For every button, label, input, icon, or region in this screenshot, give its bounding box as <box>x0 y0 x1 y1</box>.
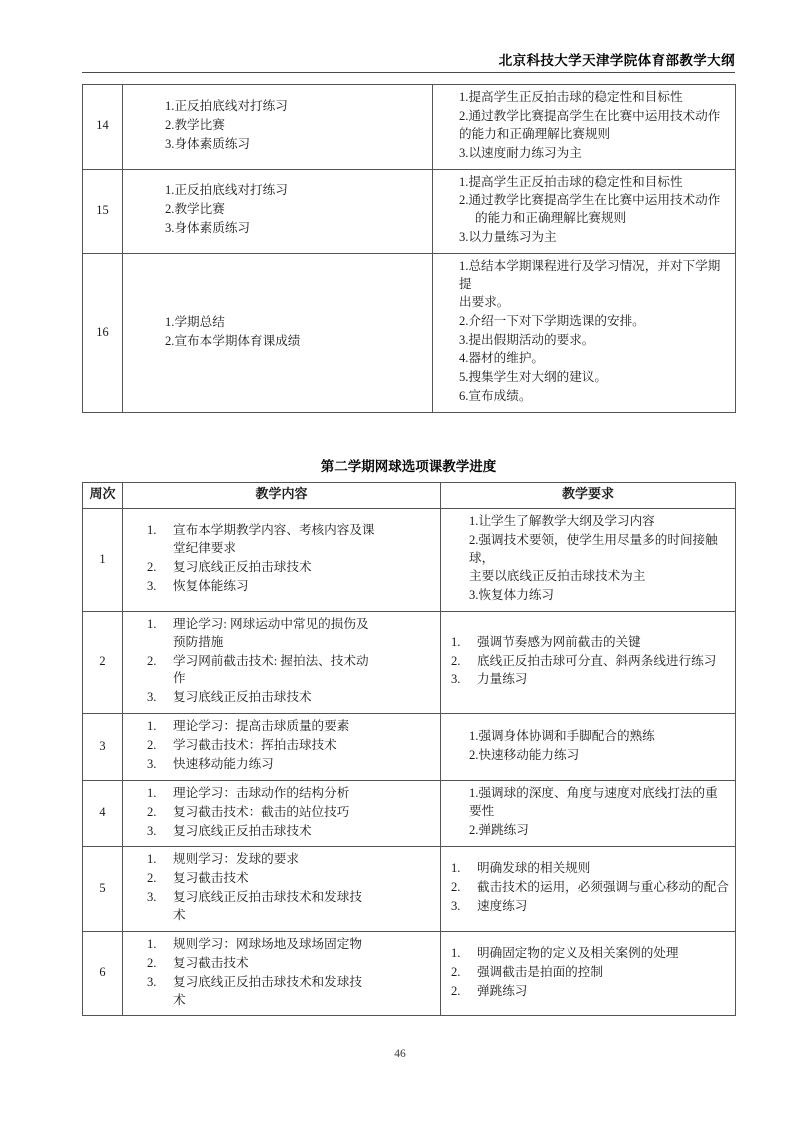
list-item: 1.正反拍底线对打练习 <box>165 98 288 113</box>
table-row <box>83 509 736 611</box>
teaching-content-cell <box>123 931 441 1016</box>
list-item <box>451 964 730 982</box>
list-item <box>451 747 730 765</box>
teaching-requirements-cell <box>433 169 736 254</box>
schedule-table-first-semester <box>82 84 736 413</box>
list-item-number: 3. <box>147 974 157 989</box>
teaching-content-cell <box>123 509 441 611</box>
list-item-number: 3. <box>451 899 461 914</box>
week-number-cell: 4 <box>83 780 123 847</box>
list-item-continuation: 的能力和正确理解比赛规则 <box>459 126 611 141</box>
list-item-text: 规则学习：网球场地及球场固定物 <box>173 936 362 951</box>
header-title: 北京科技大学天津学院体育部教学大纲 <box>498 53 735 69</box>
list-item <box>147 870 435 888</box>
teaching-requirements-list <box>451 860 730 916</box>
list-item-text: 复习截击技术 <box>173 955 249 970</box>
list-item-text: 介绍一下对下学期选课的安排。 <box>468 313 645 328</box>
list-item-text: 通过教学比赛提高学生在比赛中运用技术动作 <box>468 108 721 123</box>
list-item <box>441 313 730 331</box>
list-item <box>451 945 730 963</box>
table-row <box>83 714 736 781</box>
list-item: 1.学期总结 <box>165 314 225 329</box>
teaching-requirements-cell <box>441 780 736 847</box>
teaching-requirements-cell <box>441 509 736 611</box>
table-row <box>83 611 736 713</box>
teaching-content-list <box>147 936 435 1010</box>
teaching-requirements-list <box>451 634 730 690</box>
list-item <box>147 616 435 652</box>
list-item-number: 1. <box>147 523 157 538</box>
list-item-number: 2. <box>147 653 157 668</box>
list-item-text: 强调截击是拍面的控制 <box>477 964 603 979</box>
list-item: 2.教学比赛 <box>165 117 225 132</box>
list-item <box>451 728 730 746</box>
teaching-content-list <box>165 182 427 238</box>
list-item-text: 强调球的深度、角度与速度对底线打法的重要性 <box>469 786 718 819</box>
table-row <box>83 169 736 254</box>
week-number-cell: 1 <box>83 509 123 611</box>
list-item-number: 5. <box>459 370 469 385</box>
teaching-content-list <box>147 616 435 707</box>
list-item-text: 速度练习 <box>477 899 528 914</box>
list-item-number: 1. <box>147 936 157 951</box>
list-item <box>451 587 730 605</box>
list-item <box>147 823 435 841</box>
list-item-text: 弹跳练习 <box>478 823 529 838</box>
list-item <box>147 974 435 1010</box>
week-number-cell: 6 <box>83 931 123 1016</box>
list-item <box>451 532 730 586</box>
page-number: 46 <box>394 1048 406 1060</box>
list-item-number: 2. <box>459 313 469 328</box>
list-item-text: 学习截击技术：挥拍击球技术 <box>173 738 337 753</box>
list-item-continuation: 堂纪律要求 <box>173 541 236 556</box>
list-item-continuation: 预防措施 <box>173 634 224 649</box>
table-row <box>83 847 736 932</box>
teaching-requirements-cell <box>441 847 736 932</box>
section-caption: 第二学期网球选项课教学进度 <box>320 459 497 475</box>
list-item-continuation: 主要以底线正反拍击球技术为主 <box>469 569 646 584</box>
list-item-text: 底线正反拍击球可分直、斜两条线进行练习 <box>477 653 717 668</box>
list-item-text: 以速度耐力练习为主 <box>468 145 582 160</box>
list-item-number: 1. <box>459 90 469 104</box>
teaching-requirements-list <box>451 728 730 765</box>
list-item-text: 复习底线正反拍击球技术和发球技 <box>173 974 362 989</box>
list-item-number: 1. <box>451 634 461 649</box>
list-item-continuation: 作 <box>173 671 186 686</box>
list-item-number: 3. <box>147 823 157 838</box>
list-item <box>441 229 730 247</box>
teaching-requirements-cell <box>441 714 736 781</box>
teaching-content-list <box>147 851 435 925</box>
list-item-number: 3. <box>147 579 157 594</box>
list-item-text: 总结本学期课程进行及学习情况，并对下学期提 <box>459 259 721 291</box>
list-item-text: 以力量练习为主 <box>468 230 557 245</box>
list-item <box>451 671 730 689</box>
list-item <box>441 192 730 228</box>
list-item-text: 提高学生正反拍击球的稳定性和目标性 <box>468 90 683 104</box>
list-item-text: 明确发球的相关规则 <box>477 861 591 876</box>
list-item: 3.身体素质练习 <box>165 221 251 236</box>
table-row <box>83 931 736 1016</box>
list-item <box>147 851 435 869</box>
list-item-number: 2. <box>147 804 157 819</box>
list-item-number: 2. <box>451 653 461 668</box>
list-item-text: 复习底线正反拍击球技术和发球技 <box>173 890 362 905</box>
list-item <box>441 258 730 312</box>
list-item <box>451 822 730 840</box>
list-item <box>451 879 730 897</box>
teaching-content-cell <box>123 85 433 170</box>
table-header-row <box>83 483 736 509</box>
teaching-requirements-list <box>451 945 730 1001</box>
header-divider <box>82 72 735 73</box>
list-item <box>147 756 435 774</box>
list-item-number: 2. <box>459 108 469 123</box>
list-item-text: 复习底线正反拍击球技术 <box>173 690 312 705</box>
list-item <box>451 634 730 652</box>
table-row <box>83 780 736 847</box>
list-item-text: 复习底线正反拍击球技术 <box>173 560 312 575</box>
list-item-continuation: 的能力和正确理解比赛规则 <box>475 211 627 226</box>
list-item: 1.正反拍底线对打练习 <box>165 183 288 198</box>
teaching-requirements-list <box>441 258 730 406</box>
list-item <box>451 860 730 878</box>
teaching-requirements-cell <box>433 254 736 413</box>
week-number-cell: 16 <box>83 254 123 413</box>
list-item-text: 复习截击技术：截击的站位技巧 <box>173 804 350 819</box>
teaching-content-list <box>147 718 435 774</box>
table-row <box>83 85 736 170</box>
table1-body <box>83 85 736 413</box>
list-item-text: 快速移动能力练习 <box>478 747 580 762</box>
list-item-text: 恢复体力练习 <box>478 587 555 602</box>
list-item-number: 2. <box>147 738 157 753</box>
list-item-number: 1. <box>469 728 479 743</box>
list-item-number: 1. <box>451 945 461 960</box>
list-item-text: 快速移动能力练习 <box>173 756 274 771</box>
list-item-text: 提出假期活动的要求。 <box>468 332 595 347</box>
list-item <box>147 804 435 822</box>
week-number-cell: 15 <box>83 169 123 254</box>
week-number-cell: 5 <box>83 847 123 932</box>
list-item-text: 学习网前截击技术: 握拍法、技术动 <box>173 653 369 668</box>
list-item: 2.宣布本学期体育课成绩 <box>165 333 301 348</box>
list-item: 3.身体素质练习 <box>165 136 251 151</box>
list-item <box>441 145 730 163</box>
teaching-content-list <box>165 98 427 154</box>
list-item-text: 复习底线正反拍击球技术 <box>173 823 312 838</box>
list-item-text: 强调节奏感为网前截击的关键 <box>477 634 641 649</box>
list-item-number: 2. <box>147 955 157 970</box>
list-item-text: 宣布成绩。 <box>468 389 532 404</box>
list-item <box>451 898 730 916</box>
list-item-text: 理论学习：击球动作的结构分析 <box>173 785 350 800</box>
list-item-text: 理论学习: 网球运动中常见的损伤及 <box>173 616 369 631</box>
list-item <box>441 388 730 406</box>
teaching-requirements-cell <box>441 611 736 713</box>
teaching-requirements-cell <box>441 931 736 1016</box>
list-item <box>147 578 435 596</box>
list-item-number: 3. <box>147 690 157 705</box>
teaching-requirements-list <box>441 89 730 163</box>
list-item: 2.教学比赛 <box>165 202 225 217</box>
teaching-requirements-cell <box>433 85 736 170</box>
list-item-number: 1. <box>147 852 157 867</box>
list-item-number: 3. <box>459 230 469 245</box>
list-item-number: 1. <box>459 259 469 273</box>
teaching-requirements-list <box>451 785 730 840</box>
list-item-number: 3. <box>459 332 469 347</box>
list-item-text: 器材的维护。 <box>468 351 545 366</box>
list-item <box>441 108 730 144</box>
list-item-text: 让学生了解教学大纲及学习内容 <box>478 514 655 529</box>
list-item-number: 2. <box>459 193 469 208</box>
schedule-table-second-semester <box>82 482 736 1016</box>
list-item <box>441 174 730 192</box>
list-item-text: 通过教学比赛提高学生在比赛中运用技术动作 <box>468 193 721 208</box>
list-item-number: 1. <box>459 174 469 189</box>
list-item-number: 6. <box>459 389 469 404</box>
list-item-text: 力量练习 <box>477 672 528 687</box>
list-item-number: 1. <box>147 616 157 631</box>
table-row <box>83 254 736 413</box>
list-item-number: 2. <box>147 560 157 575</box>
teaching-content-cell <box>123 254 433 413</box>
list-item-number: 2. <box>469 533 479 548</box>
column-header-content: 教学内容 <box>123 483 441 509</box>
list-item <box>147 889 435 925</box>
table2-body <box>83 509 736 1016</box>
list-item-number: 2. <box>147 871 157 886</box>
list-item <box>147 653 435 689</box>
column-header-requirements: 教学要求 <box>441 483 736 509</box>
teaching-content-cell <box>123 169 433 254</box>
list-item-number: 1. <box>469 786 479 801</box>
list-item-number: 3. <box>451 672 461 687</box>
list-item <box>441 89 730 107</box>
list-item-continuation: 术 <box>173 908 186 923</box>
list-item-text: 复习截击技术 <box>173 871 249 886</box>
teaching-requirements-list <box>441 174 730 248</box>
teaching-content-cell <box>123 714 441 781</box>
list-item-continuation: 术 <box>173 992 186 1007</box>
list-item <box>451 785 730 821</box>
list-item-number: 2. <box>451 964 461 979</box>
list-item-number: 1. <box>147 785 157 800</box>
teaching-content-list <box>147 522 435 596</box>
teaching-content-cell <box>123 611 441 713</box>
week-number-cell: 2 <box>83 611 123 713</box>
list-item-number: 2. <box>469 823 479 838</box>
teaching-requirements-list <box>451 513 730 604</box>
teaching-content-list <box>165 314 427 351</box>
list-item-text: 明确固定物的定义及相关案例的处理 <box>477 945 679 960</box>
list-item-number: 1. <box>451 861 461 876</box>
column-header-week: 周次 <box>83 483 123 509</box>
list-item-text: 宣布本学期教学内容、考核内容及课 <box>173 523 375 538</box>
teaching-content-cell <box>123 780 441 847</box>
list-item <box>147 785 435 803</box>
week-number-cell: 3 <box>83 714 123 781</box>
list-item-number: 3. <box>469 587 479 602</box>
list-item-number: 3. <box>147 890 157 905</box>
list-item-number: 2. <box>451 880 461 895</box>
list-item-text: 强调技术要领，使学生用尽量多的时间接触球， <box>469 533 718 566</box>
list-item-number: 1. <box>147 719 157 734</box>
teaching-content-cell <box>123 847 441 932</box>
list-item <box>451 983 730 1001</box>
list-item <box>441 350 730 368</box>
list-item-text: 强调身体协调和手脚配合的熟练 <box>478 728 655 743</box>
list-item-text: 搜集学生对大纲的建议。 <box>468 370 607 385</box>
list-item <box>147 936 435 954</box>
list-item <box>147 559 435 577</box>
list-item-number: 2. <box>451 983 461 998</box>
running-header <box>82 54 735 73</box>
list-item-number: 3. <box>459 145 469 160</box>
list-item-number: 1. <box>469 514 479 529</box>
list-item-text: 恢复体能练习 <box>173 579 249 594</box>
list-item-text: 规则学习：发球的要求 <box>173 852 299 867</box>
list-item <box>147 689 435 707</box>
list-item <box>147 737 435 755</box>
list-item-continuation: 出要求。 <box>459 294 510 309</box>
list-item <box>147 522 435 558</box>
list-item-text: 弹跳练习 <box>477 983 528 998</box>
list-item <box>451 513 730 531</box>
teaching-content-list <box>147 785 435 841</box>
list-item-text: 截击技术的运用，必须强调与重心移动的配合 <box>477 880 729 895</box>
list-item <box>441 369 730 387</box>
table2-head <box>83 483 736 509</box>
list-item <box>147 718 435 736</box>
list-item <box>147 955 435 973</box>
list-item-text: 提高学生正反拍击球的稳定性和目标性 <box>468 174 683 189</box>
week-number-cell: 14 <box>83 85 123 170</box>
list-item-number: 4. <box>459 351 469 366</box>
list-item <box>441 332 730 350</box>
list-item <box>451 653 730 671</box>
list-item-number: 3. <box>147 756 157 771</box>
list-item-number: 2. <box>469 747 479 762</box>
list-item-text: 理论学习：提高击球质量的要素 <box>173 719 350 734</box>
